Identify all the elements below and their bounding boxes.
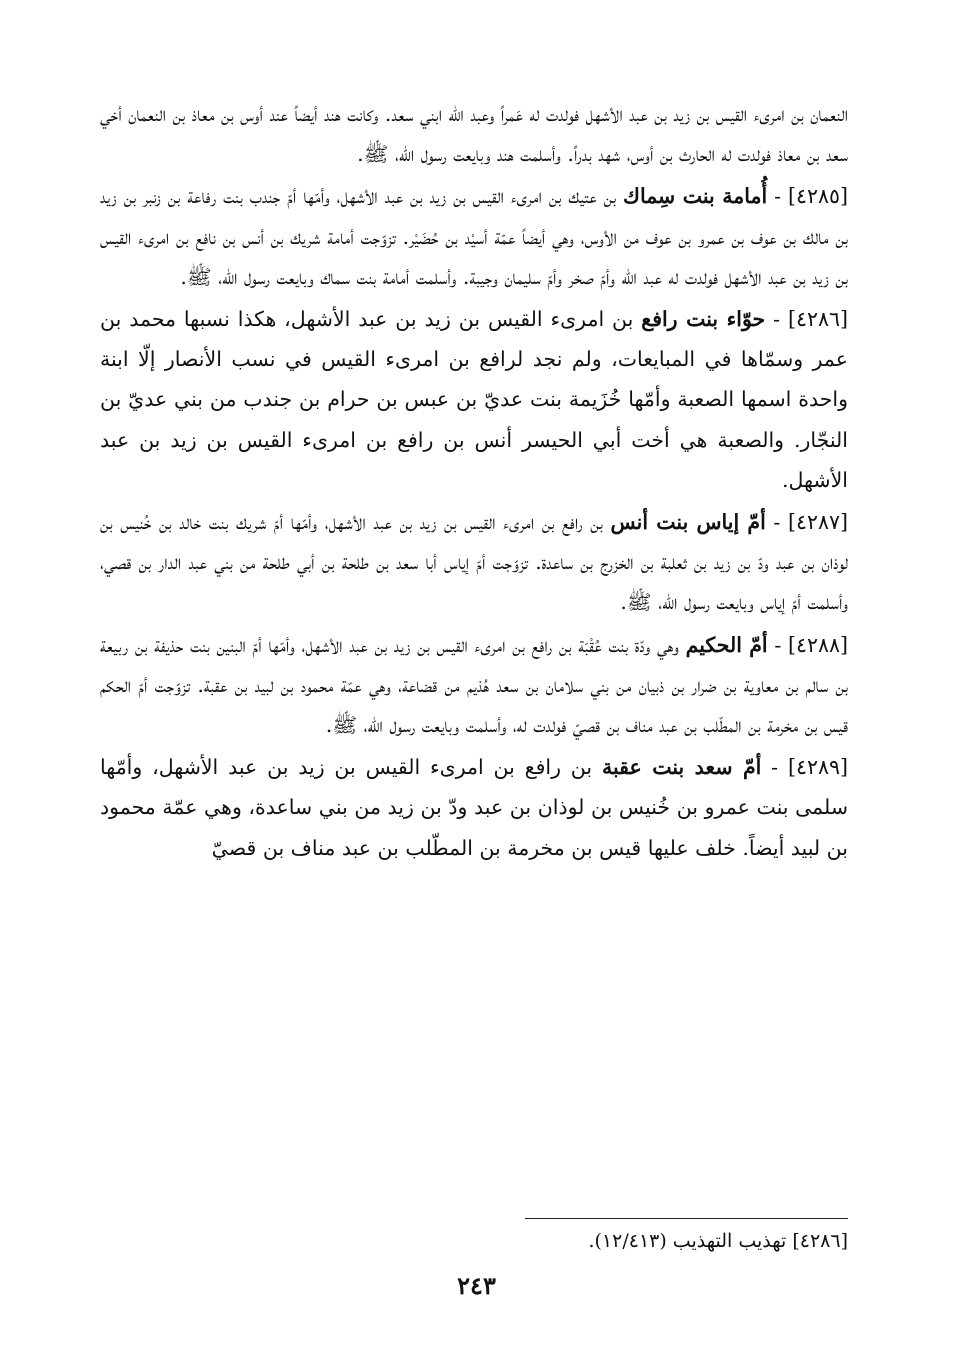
entry-number: [٤٢٨٩] xyxy=(787,755,848,780)
footnote-divider xyxy=(525,1218,848,1219)
entry-number: [٤٢٨٨] xyxy=(787,632,848,657)
entry-text: بن رافع بن امرىء القيس بن زيد بن عبد الأشهل، وأمّها سلمى بنت عمرو بن خُنيس بن لوذان بن عبد ودّ بن زيد من بني ساعدة، وهي عمّة محمود بن لبيد أيضاً. خلف عليها قيس بن مخرمة بن المطّلب بن عبد مناف بن قصيّ xyxy=(100,755,848,860)
entry-4289: [٤٢٨٩] - أمّ سعد بنت عقبة بن رافع بن امرىء القيس بن زيد بن عبد الأشهل، وأمّها سلمى بنت عمرو بن خُنيس بن لوذان بن عبد ودّ بن زيد من بني ساعدة، وهي عمّة محمود بن لبيد أيضاً. خلف عليها قيس بن مخرمة بن المطّلب بن عبد مناف بن قصيّ xyxy=(100,755,848,860)
entry-name: أمّ إياس بنت أنس xyxy=(610,510,766,535)
entry-text: وهي ودّة بنت عُقْبَة بن رافع بن امرىء القيس بن زيد بن عبد الأشهل، وأمّها أمّ البنين بنت حذيفة بن ربيعة بن سالم بن معاوية بن ضرار بن ذبيان من بني سلامان بن سعد هُذيم من قضاعة، وهي عمّة محمود بن لبيد بن عقبة. تزوّجت أمّ الحكم قيس بن مخرمة بن المطّلب بن عبد مناف بن قصيّ فولدت له، وأسلمت وبايعت رسول الله، ﷺ. xyxy=(100,632,848,738)
entry-name: حوّاء بنت رافع xyxy=(641,307,766,332)
entry-text: بن رافع بن امرىء القيس بن زيد بن عبد الأشهل، وأمّها أمّ شريك بنت خالد بن خُنيس بن لوذان بن عبد ودّ بن زيد بن ثعلبة بن الخزرج بن ساعدة. تزوّجت أمّ إياس أبا سعد بن طلحة بن أبي طلحة من بني عبد الدار بن قصي، وأسلمت أمّ إياس وبايعت رسول الله، ﷺ. xyxy=(100,510,848,615)
entry-number: [٤٢٨٦] xyxy=(787,307,848,332)
entry-4288: [٤٢٨٨] - أمّ الحكيم وهي ودّة بنت عُقْبَة بن رافع بن امرىء القيس بن زيد بن عبد الأشهل، وأمّها أمّ البنين بنت حذيفة بن ربيعة بن سالم بن معاوية بن ضرار بن ذبيان من بني سلامان بن سعد هُذيم من قضاعة، وهي عمّة محمود بن لبيد بن عقبة. تزوّجت أمّ الحكم قيس بن مخرمة بن المطّلب بن عبد مناف بن قصيّ فولدت له، وأسلمت وبايعت رسول الله، ﷺ. xyxy=(100,632,848,738)
intro-paragraph xyxy=(100,94,848,174)
body-text xyxy=(100,94,848,868)
entry-text: بن عتيك بن امرىء القيس بن زيد بن عبد الأشهل، وأمّها أمّ جندب بنت رفاعة بن زنبر بن زيد بن مالك بن عوف بن عمرو بن عوف من الأوس، وهي أيضاً عمّة أسيْد بن حُضَيْر. تزوّجت أمامة شريك بن أنس بن نافع بن امرىء القيس بن زيد بن عبد الأشهل فولدت له عبد الله وأمّ صخر وأمّ سليمان وجيبة. وأسلمت أمامة بنت سماك وبايعت رسول الله، ﷺ. xyxy=(100,184,848,289)
intro-text: النعمان بن امرىء القيس بن زيد بن عبد الأشهل فولدت له عَمراً وعبد الله ابني سعد. وكانت هند أيضاً عند أوس بن معاذ بن النعمان أخي سعد بن معاذ فولدت له الحارث بن أوس، شهد بدراً. وأسلمت هند وبايعت رسول الله، ﷺ. xyxy=(100,102,848,167)
page-number: ٢٤٣ xyxy=(457,1271,496,1300)
entry-4287: [٤٢٨٧] - أمّ إياس بنت أنس بن رافع بن امرىء القيس بن زيد بن عبد الأشهل، وأمّها أمّ شريك بنت خالد بن خُنيس بن لوذان بن عبد ودّ بن زيد بن ثعلبة بن الخزرج بن ساعدة. تزوّجت أمّ إياس أبا سعد بن طلحة بن أبي طلحة من بني عبد الدار بن قصي، وأسلمت أمّ إياس وبايعت رسول الله، ﷺ. xyxy=(100,510,848,615)
entry-name: أُمامة بنت سِماك xyxy=(623,184,768,209)
entry-4286: [٤٢٨٦] - حوّاء بنت رافع بن امرىء القيس بن زيد بن عبد الأشهل، هكذا نسبها محمد بن عمر وسمّاها في المبايعات، ولم نجد لرافع بن امرىء القيس في نسب الأنصار إلّا ابنة واحدة اسمها الصعبة وأمّها خُزَيمة بنت عديّ بن عبس بن حرام بن جندب من بني عديّ بن النجّار. والصعبة هي أخت أبي الحيسر أنس بن رافع بن امرىء القيس بن زيد بن عبد الأشهل. xyxy=(100,307,848,492)
entry-number: [٤٢٨٥] xyxy=(787,184,848,209)
footnote: [٤٢٨٦] تهذيب التهذيب (١٢/٤١٣). xyxy=(588,1230,848,1252)
entry-4285: [٤٢٨٥] - أُمامة بنت سِماك بن عتيك بن امرىء القيس بن زيد بن عبد الأشهل، وأمّها أمّ جندب بنت رفاعة بن زنبر بن زيد بن مالك بن عوف بن عمرو بن عوف من الأوس، وهي أيضاً عمّة أسيْد بن حُضَيْر. تزوّجت أمامة شريك بن أنس بن نافع بن امرىء القيس بن زيد بن عبد الأشهل فولدت له عبد الله وأمّ صخر وأمّ سليمان وجيبة. وأسلمت أمامة بنت سماك وبايعت رسول الله، ﷺ. xyxy=(100,184,848,289)
entry-name: أمّ سعد بنت عقبة xyxy=(601,755,762,780)
entry-text: بن امرىء القيس بن زيد بن عبد الأشهل، هكذا نسبها محمد بن عمر وسمّاها في المبايعات، ولم نجد لرافع بن امرىء القيس في نسب الأنصار إلّا ابنة واحدة اسمها الصعبة وأمّها خُزَيمة بنت عديّ بن عبس بن حرام بن جندب من بني عديّ بن النجّار. والصعبة هي أخت أبي الحيسر أنس بن رافع بن امرىء القيس بن زيد بن عبد الأشهل. xyxy=(100,307,848,492)
entry-name: أمّ الحكيم xyxy=(685,632,768,657)
entry-number: [٤٢٨٧] xyxy=(787,510,848,535)
